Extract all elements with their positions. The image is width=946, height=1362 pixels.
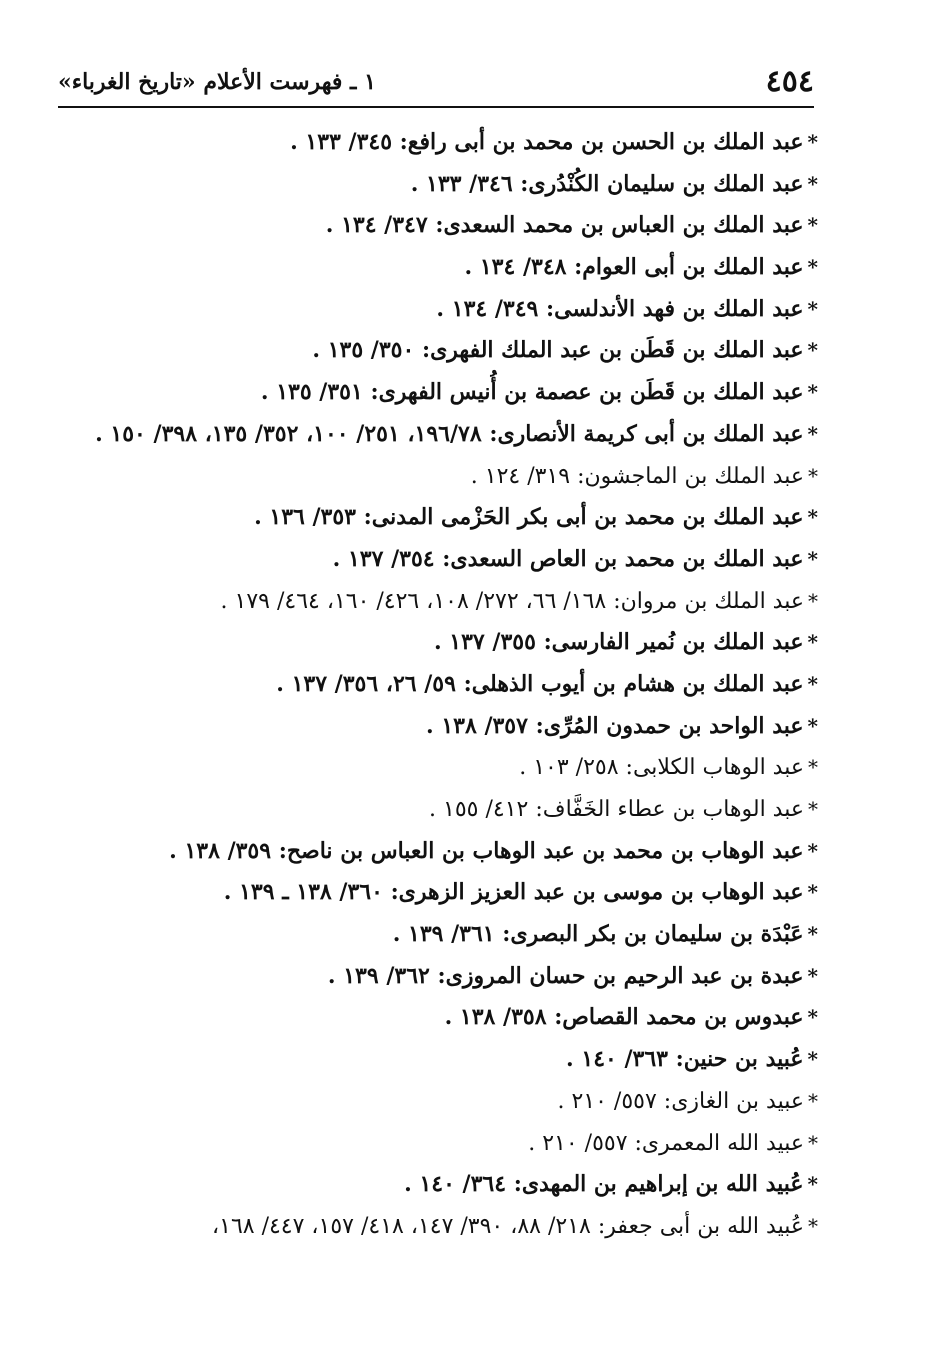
index-entry — [66, 706, 818, 748]
index-entry — [66, 289, 818, 331]
index-entry — [66, 789, 818, 831]
entry-text: عبد الوهاب بن عطاء الخَفَّاف: ٤١٢/ ١٥٥ . — [429, 797, 804, 823]
index-entries-list — [66, 122, 818, 1248]
entry-text: عُبيد الله بن أبى جعفر: ٢١٨/ ٨٨، ٣٩٠/ ١٤٧، ٤١٨/ ١٥٧، ٤٤٧/ ١٦٨، — [212, 1213, 804, 1239]
entry-bullet: * — [807, 546, 818, 571]
entry-bullet: * — [807, 922, 818, 947]
index-entry — [66, 581, 818, 623]
entry-bullet: * — [807, 880, 818, 905]
entry-bullet: * — [807, 505, 818, 530]
index-entry — [66, 997, 818, 1039]
index-entry — [66, 456, 818, 498]
entry-bullet: * — [807, 171, 818, 196]
entry-bullet: * — [807, 296, 818, 321]
entry-text: عبدوس بن محمد القصاص: ٣٥٨/ ١٣٨ . — [444, 1004, 804, 1031]
entry-text: عبد الملك بن محمد بن العاص السعدى: ٣٥٤/ ١٣٧ . — [332, 545, 804, 572]
entry-text: عبد الملك بن نُمير الفارسى: ٣٥٥/ ١٣٧ . — [433, 629, 804, 656]
entry-text: عبد الملك بن قَطَن بن عصمة بن أُنيس الفهرى: ٣٥١/ ١٣٥ . — [260, 379, 804, 406]
page-header — [58, 62, 814, 102]
entry-bullet: * — [807, 671, 818, 696]
index-entry — [66, 1123, 818, 1165]
entry-text: عبدة بن عبد الرحيم بن حسان المروزى: ٣٦٢/ ١٣٩ . — [327, 962, 804, 989]
index-entry — [66, 747, 818, 789]
index-entry — [66, 164, 818, 206]
entry-bullet: * — [808, 463, 818, 488]
entry-bullet: * — [807, 713, 818, 738]
index-entry — [66, 497, 818, 539]
entry-bullet: * — [807, 421, 818, 446]
header-divider — [58, 106, 814, 108]
entry-text: عبد الملك بن فهد الأندلسى: ٣٤٩/ ١٣٤ . — [436, 295, 804, 322]
entry-bullet: * — [807, 838, 818, 863]
entry-bullet: * — [808, 797, 818, 822]
entry-bullet: * — [807, 255, 818, 280]
entry-bullet: * — [807, 630, 818, 655]
index-entry — [66, 622, 818, 664]
entry-bullet: * — [808, 1088, 818, 1113]
index-entry — [66, 330, 818, 372]
entry-text: عبد الملك بن أبى العوام: ٣٤٨/ ١٣٤ . — [464, 254, 804, 281]
entry-bullet: * — [807, 338, 818, 363]
index-entry — [66, 1164, 818, 1206]
entry-text: عبد الملك بن هشام بن أيوب الذهلى: ٥٩/ ٢٦، ٣٥٦/ ١٣٧ . — [276, 670, 804, 697]
running-title: ١ ـ فهرست الأعلام «تاريخ الغرباء» — [58, 69, 376, 95]
entry-text: عبيد الله المعمرى: ٥٥٧/ ٢١٠ . — [528, 1130, 804, 1156]
entry-text: عبد الملك بن قَطَن بن عبد الملك الفهرى: ٣٥٠/ ١٣٥ . — [312, 337, 804, 364]
entry-text: عُبيد الله بن إبراهيم بن المهدى: ٣٦٤/ ١٤٠ . — [404, 1171, 804, 1198]
entry-text: عبد الوهاب الكلابى: ٢٥٨/ ١٠٣ . — [519, 755, 804, 781]
index-entry — [66, 872, 818, 914]
entry-text: عبد الملك بن مروان: ١٦٨/ ٦٦، ٢٧٢/ ١٠٨، ٤٢٦/ ١٦٠، ٤٦٤/ ١٧٩ . — [220, 588, 804, 614]
entry-text: عبد الملك بن أبى كريمة الأنصارى: ١٩٦/٧٨، ٢٥١/ ١٠٠، ٣٥٢/ ١٣٥، ٣٩٨/ ١٥٠ . — [95, 420, 804, 447]
index-entry — [66, 831, 818, 873]
index-entry — [66, 247, 818, 289]
index-entry — [66, 1081, 818, 1123]
index-entry — [66, 372, 818, 414]
entry-bullet: * — [807, 1047, 818, 1072]
entry-text: عبد الملك بن سليمان الكُنْدُرى: ٣٤٦/ ١٣٣ . — [410, 170, 804, 197]
index-entry — [66, 664, 818, 706]
entry-text: عبد الملك بن العباس بن محمد السعدى: ٣٤٧/ ١٣٤ . — [325, 212, 804, 239]
entry-bullet: * — [807, 130, 818, 154]
index-entry — [66, 1206, 818, 1248]
entry-bullet: * — [807, 963, 818, 988]
index-entry — [66, 1039, 818, 1081]
entry-bullet: * — [807, 380, 818, 405]
entry-text: عبد الملك بن الماجشون: ٣١٩/ ١٢٤ . — [470, 463, 804, 489]
entry-bullet: * — [807, 1172, 818, 1197]
index-entry — [66, 914, 818, 956]
index-entry — [66, 956, 818, 998]
entry-text: عبد الملك بن محمد بن أبى بكر الحَزْمى المدنى: ٣٥٣/ ١٣٦ . — [254, 504, 804, 531]
entry-bullet: * — [807, 1005, 818, 1030]
entry-bullet: * — [808, 588, 818, 613]
entry-text: عبد الوهاب بن محمد بن عبد الوهاب بن العباس بن ناصح: ٣٥٩/ ١٣٨ . — [169, 837, 804, 864]
entry-bullet: * — [808, 1130, 818, 1155]
page-number: ٤٥٤ — [765, 64, 814, 99]
entry-text: عبد الملك بن الحسن بن محمد بن أبى رافع: ٣٤٥/ ١٣٣ . — [290, 129, 804, 155]
entry-bullet: * — [807, 213, 818, 238]
index-entry — [66, 122, 818, 164]
entry-text: عَبْدَة بن سليمان بن بكر البصرى: ٣٦١/ ١٣٩ . — [392, 921, 804, 948]
entry-bullet: * — [808, 755, 818, 780]
entry-text: عبد الواحد بن حمدون المُرِّى: ٣٥٧/ ١٣٨ . — [426, 712, 804, 739]
entry-text: عُبيد بن حنين: ٣٦٣/ ١٤٠ . — [566, 1046, 804, 1073]
entry-bullet: * — [808, 1213, 818, 1238]
entry-text: عبد الوهاب بن موسى بن عبد العزيز الزهرى: ٣٦٠/ ١٣٨ ـ ١٣٩ . — [223, 879, 804, 906]
index-entry — [66, 414, 818, 456]
entry-text: عبيد بن الغازى: ٥٥٧/ ٢١٠ . — [557, 1088, 804, 1114]
index-entry — [66, 539, 818, 581]
index-entry — [66, 205, 818, 247]
